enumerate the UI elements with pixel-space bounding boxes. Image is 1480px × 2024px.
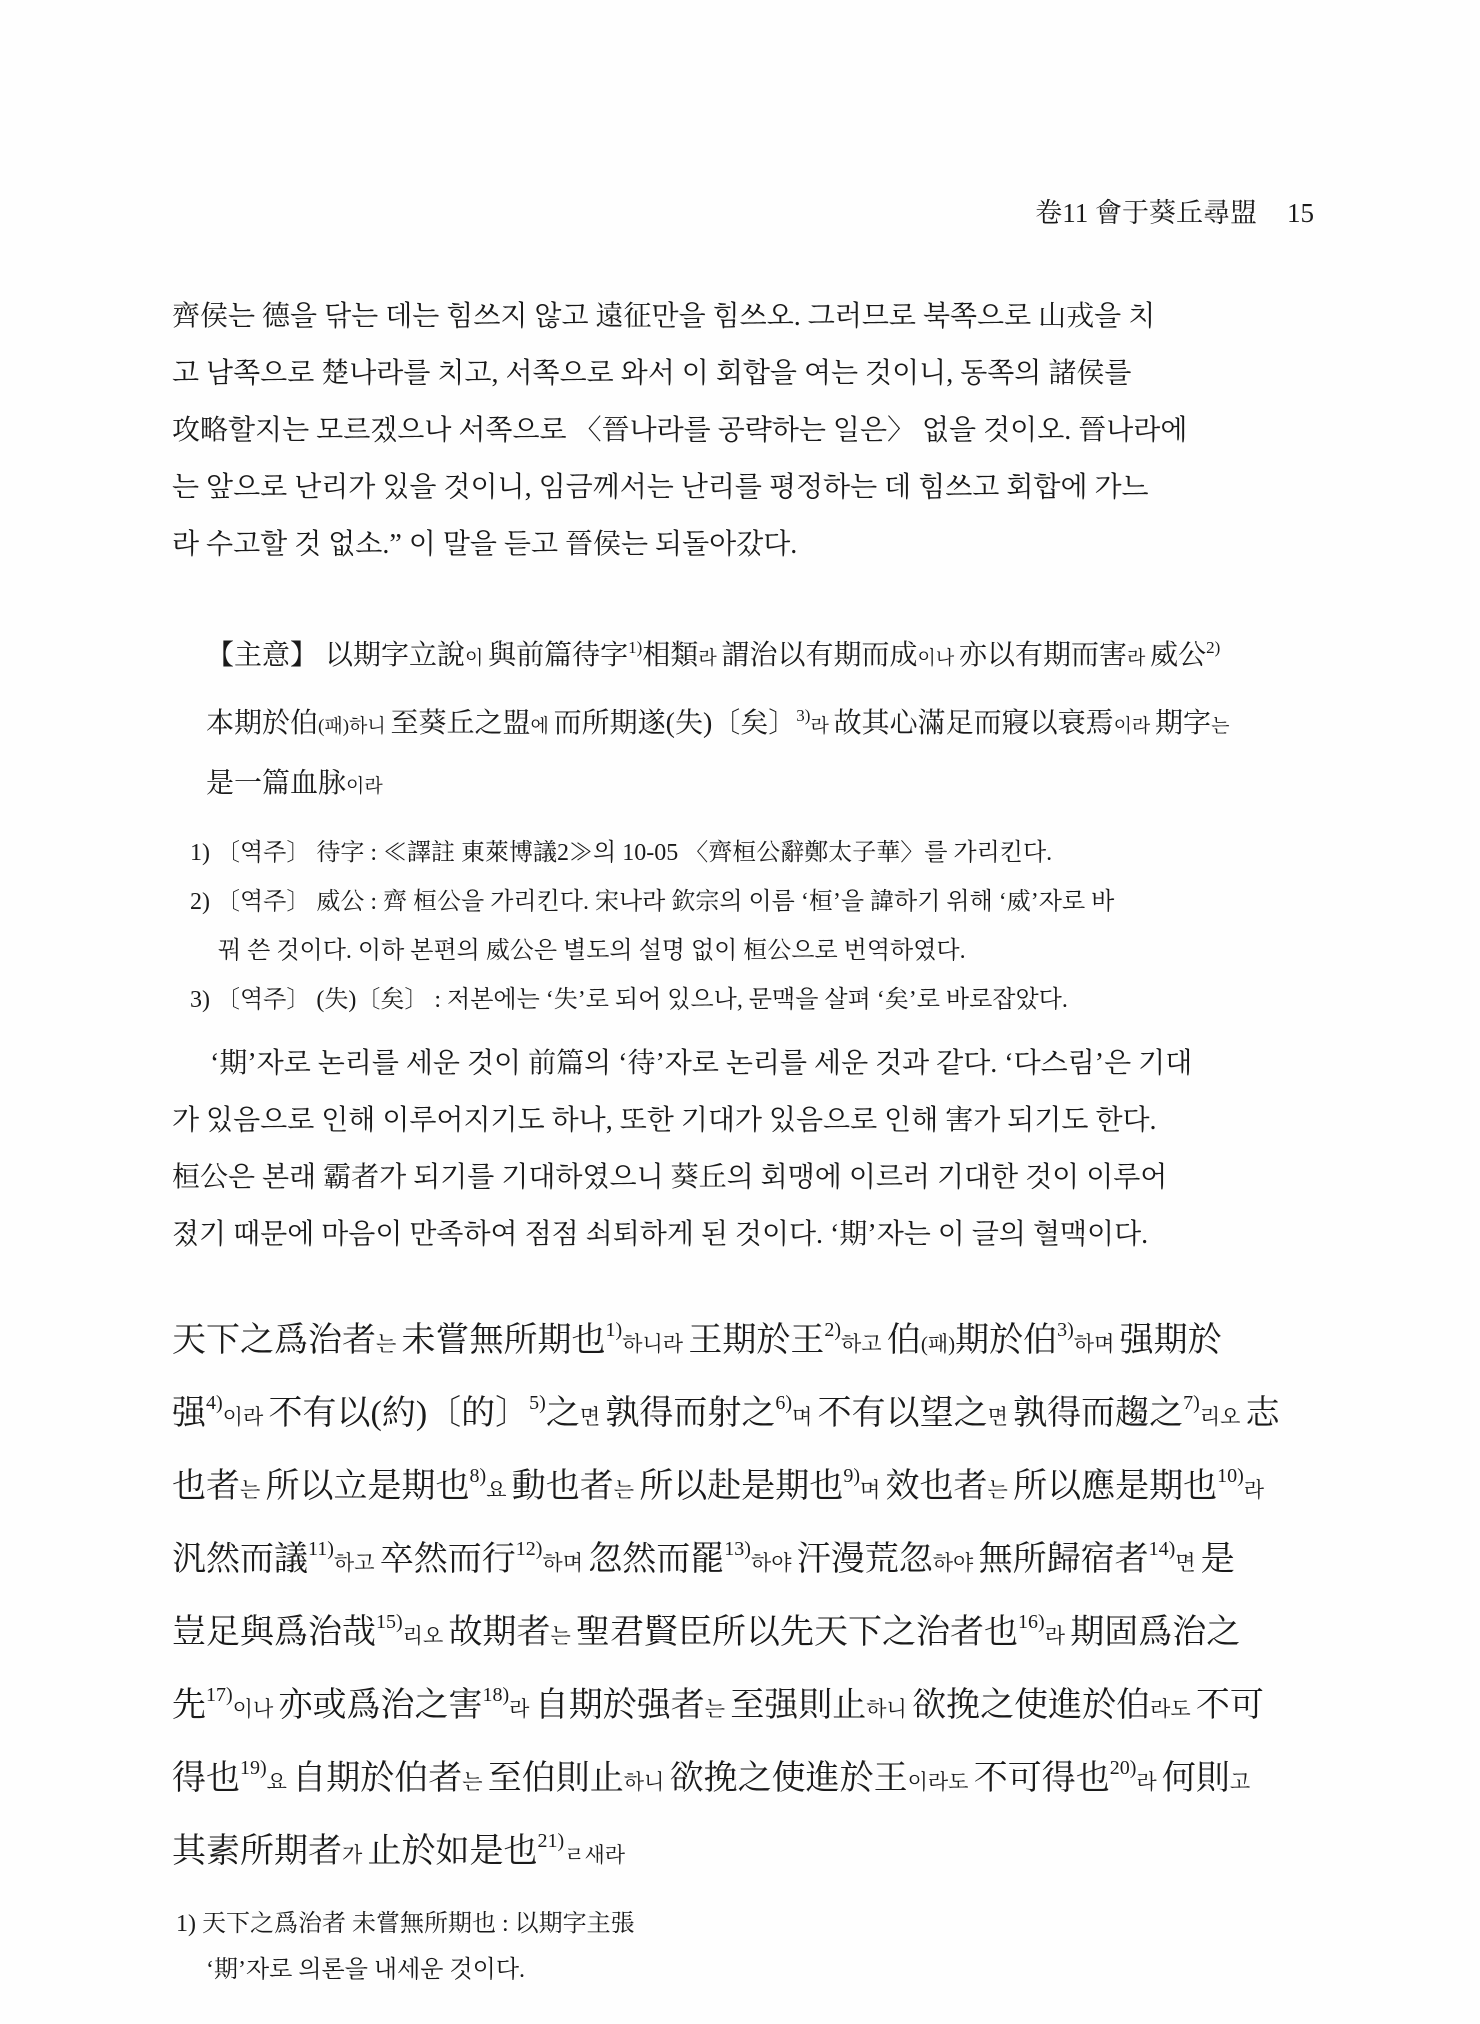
translation-line: 가 있음으로 인해 이루어지기도 하나, 또한 기대가 있음으로 인해 害가 되기도 한다. [172,1105,1157,1136]
hanja-text: 自期於强者 [534,1687,705,1724]
juui-summary-block [172,619,1314,815]
translator-note-line: 꿔 쓴 것이다. 이하 본편의 威公은 별도의 설명 없이 桓公으로 번역하였다. [218,938,966,964]
footnote-marker: 11) [308,1538,334,1560]
hangul-gugyeol: 이라 [222,1405,269,1429]
hanmun-line [172,1301,1314,1374]
hanja-text: 未嘗無所期也 [401,1322,606,1359]
footnote-marker: 15) [376,1611,403,1633]
hangul-gugyeol: 이라도 [907,1770,974,1794]
hangul-gugyeol: 리오 [1199,1405,1246,1429]
hanja-text: 是 [1200,1541,1235,1578]
hanja-text: 不有以望之 [817,1395,988,1432]
hangul-gugyeol: 는 [987,1478,1014,1502]
translator-note-line: 2) 〔역주〕 威公 : 齊 桓公을 가리킨다. 宋나라 欽宗의 이름 ‘桓’을 諱하기 위해 ‘威’자로 바 [190,889,1115,915]
hanja-text: 汗漫荒忽 [796,1541,933,1578]
hanja-text: 至伯則止 [487,1760,624,1797]
hangul-gugyeol: 라 [1243,1478,1265,1502]
hangul-gugyeol: 는 [704,1697,731,1721]
hanja-text: 亦或爲治之害 [278,1687,483,1724]
translation-line: 졌기 때문에 마음이 만족하여 점점 쇠퇴하게 된 것이다. ‘期’자는 이 글의 혈맥이다. [172,1219,1149,1250]
translation-line: 桓公은 본래 霸者가 되기를 기대하였으니 葵丘의 회맹에 이르러 기대한 것이 이루어 [172,1162,1168,1193]
hanja-text: 卒然而行 [379,1541,516,1578]
footnote-marker: 12) [515,1538,543,1560]
hanja-text: 所以赴是期也 [639,1468,844,1505]
hanja-text: 欲挽之使進於王 [669,1760,908,1797]
footnote-marker: 21) [537,1830,565,1852]
page-number: 15 [1287,198,1314,228]
hangul-gugyeol: 에 [530,716,554,737]
hanja-text: 亦以有期而害 [958,640,1127,671]
hangul-gugyeol: 하야 [750,1551,797,1575]
footnote-marker: 16) [1018,1611,1045,1633]
hangul-gugyeol: 는 [550,1624,577,1648]
hanja-text: 期固爲治之 [1070,1614,1241,1651]
footnote-marker: 2) [1206,638,1221,657]
hangul-gugyeol: 면 [579,1405,606,1429]
hanja-text: 不有以(約)〔的〕 [268,1395,530,1432]
section-label: 【主意】 [206,640,326,671]
hangul-gugyeol: 라 [810,716,834,737]
hangul-gugyeol: 리오 [402,1624,449,1648]
hangul-gugyeol: 라도 [1150,1697,1196,1721]
hangul-gugyeol: 는 [613,1478,640,1502]
footnote-block [172,1901,1314,1993]
hangul-gugyeol: 는 [240,1478,266,1502]
footnote-line: ‘期’자로 의론을 내세운 것이다. [206,1957,526,1983]
juui-line [206,755,1314,815]
hanmun-line [172,1520,1314,1593]
footnote-marker: 18) [482,1684,510,1706]
hangul-gugyeol: 고 [1229,1770,1251,1794]
hanja-text: 孰得而趨之 [1013,1395,1184,1432]
juui-line [206,687,1314,755]
hanja-text: 無所歸宿者 [978,1541,1149,1578]
hangul-gugyeol: 면 [1175,1551,1201,1575]
hangul-gugyeol: 라 [1126,648,1151,669]
hanja-text: 所以立是期也 [265,1468,470,1505]
hanja-text: 相類 [642,640,699,671]
hanja-text: 不可得也 [973,1760,1110,1797]
footnote-marker: 19) [240,1757,267,1779]
hanmun-line [172,1666,1314,1739]
hangul-gugyeol: 하니 [349,716,391,737]
hanja-text: 忽然而罷 [588,1541,725,1578]
translator-notes [172,829,1314,1025]
hanja-text: 自期於伯者 [292,1760,463,1797]
translator-note-line: 3) 〔역주〕 (失)〔矣〕 : 저본에는 ‘失’로 되어 있으나, 문맥을 살펴 ‘矣’로 바로잡았다. [190,987,1068,1013]
hangul-gugyeol: 라 [698,648,722,669]
hanja-text: 聖君賢臣所以先天下之治者也 [576,1614,1019,1651]
footnote-line: 1) 天下之爲治者 未嘗無所期也 : 以期字主張 [176,1911,635,1937]
hangul-gugyeol: 하니라 [622,1332,689,1356]
hanja-text: 之 [545,1395,580,1432]
hanja-text: 謂治以有期而成 [721,640,918,671]
hangul-gugyeol: 하고 [333,1551,380,1575]
hanja-text: 孰得而射之 [605,1395,776,1432]
running-title: 卷11 會于葵丘尋盟 [1035,198,1257,228]
hangul-gugyeol: 하야 [932,1551,979,1575]
hangul-gugyeol: 이나 [232,1697,279,1721]
footnote-marker: 2) [824,1319,841,1341]
hanja-text: 其素所期者 [172,1833,342,1870]
hangul-gugyeol: 이라 [346,776,383,797]
footnote-marker: 4) [206,1392,223,1414]
hanmun-line [172,1593,1314,1666]
hangul-gugyeol: 이 [465,648,489,669]
footnote-marker: 1) [628,638,643,657]
footnote-marker: 1) [605,1319,623,1341]
korean-translation-paragraph [172,1035,1314,1263]
hanmun-line [172,1447,1314,1520]
hanja-text: 故其心滿足而寢以衰焉 [833,708,1114,739]
hangul-gugyeol: 요 [266,1770,293,1794]
page-content [172,198,1314,1993]
footnote-marker: 5) [529,1392,546,1414]
translator-note-line: 1) 〔역주〕 待字 : ≪譯註 東萊博議2≫의 10-05 〈齊桓公辭鄭太子華〉를 가리킨다. [190,840,1053,866]
quote-line: 齊侯는 德을 닦는 데는 힘쓰지 않고 遠征만을 힘쓰오. 그러므로 북쪽으로 山戎을 치 [172,301,1156,332]
hanja-text: 汎然而議 [172,1541,308,1578]
hangul-gugyeol: 하며 [542,1551,589,1575]
hanja-text: 止於如是也 [367,1833,538,1870]
footnote-marker: 7) [1183,1392,1200,1414]
hangul-gugyeol: 라 [1136,1770,1162,1794]
hangul-gugyeol: 라 [509,1697,535,1721]
hanja-text: 威公 [1150,640,1207,671]
hanja-reading-gloss: (패) [318,716,350,737]
hangul-gugyeol: 며 [859,1478,886,1502]
hanja-text: 何則 [1161,1760,1230,1797]
hangul-gugyeol: ㄹ새라 [564,1843,626,1867]
footnote-marker: 14) [1148,1538,1176,1560]
hanja-text: 得也 [172,1760,240,1797]
footnote-marker: 3) [796,706,811,725]
hanmun-line [172,1812,1314,1885]
hanja-text: 先 [172,1687,206,1724]
hangul-gugyeol: 하니 [866,1697,913,1721]
hanja-reading-gloss: (패) [920,1332,956,1356]
hanja-text: 至葵丘之盟 [390,708,531,739]
quote-line: 는 앞으로 난리가 있을 것이니, 임금께서는 난리를 평정하는 데 힘쓰고 회합에 가느 [172,472,1149,503]
footnote-marker: 9) [843,1465,860,1487]
hanja-text: 所以應是期也 [1013,1468,1218,1505]
hangul-gugyeol: 하니 [623,1770,670,1794]
footnote-marker: 17) [206,1684,233,1706]
hanja-text: 天下之爲治者 [172,1322,376,1359]
hanja-text: 效也者 [885,1468,988,1505]
quoted-speech-paragraph [172,288,1314,573]
page-header [172,198,1314,228]
hangul-gugyeol: 가 [342,1843,368,1867]
hangul-gugyeol: 는 [376,1332,402,1356]
quote-line: 고 남쪽으로 楚나라를 치고, 서쪽으로 와서 이 회합을 여는 것이니, 동쪽의 諸侯를 [172,358,1132,389]
hangul-gugyeol: 요 [486,1478,512,1502]
hanja-text: 期於伯 [955,1322,1058,1359]
footnote-marker: 20) [1109,1757,1137,1779]
juui-line [206,619,1314,687]
hanja-text: 期字 [1155,708,1212,739]
hanmun-line [172,1374,1314,1447]
hangul-gugyeol: 며 [792,1405,818,1429]
hanja-text: 故期者 [448,1614,551,1651]
hanja-text: 至强則止 [730,1687,867,1724]
hangul-gugyeol: 이라 [1113,716,1156,737]
hangul-gugyeol: 면 [987,1405,1014,1429]
footnote-marker: 8) [469,1465,487,1487]
quote-line: 攻略할지는 모르겠으나 서쪽으로 〈晉나라를 공략하는 일은〉 없을 것이오. 晉나라에 [172,415,1188,446]
footnote-marker: 6) [775,1392,793,1414]
hanja-text: 動也者 [511,1468,614,1505]
hanja-text: 本期於伯 [206,708,319,739]
footnote-marker: 10) [1217,1465,1244,1487]
quote-line: 라 수고할 것 없소.” 이 말을 듣고 晉侯는 되돌아갔다. [172,529,798,560]
hanja-text: 以期字立說 [325,640,466,671]
hanja-text: 也者 [172,1468,240,1505]
hanmun-line [172,1739,1314,1812]
hangul-gugyeol: 는 [1211,716,1230,737]
hangul-gugyeol: 하며 [1073,1332,1120,1356]
hangul-gugyeol: 는 [462,1770,488,1794]
hanja-text: 强 [172,1395,206,1432]
footnote-marker: 13) [724,1538,751,1560]
hanja-text: 志 [1245,1395,1280,1432]
hanja-text: 與前篇待字 [488,640,629,671]
hanja-text: 豈足與爲治哉 [172,1614,376,1651]
translation-line: ‘期’자로 논리를 세운 것이 前篇의 ‘待’자로 논리를 세운 것과 같다. ‘다스림’은 기대 [210,1048,1193,1079]
hanja-text: 强期於 [1119,1322,1222,1359]
hangul-gugyeol: 라 [1044,1624,1071,1648]
hangul-gugyeol: 이나 [917,648,959,669]
hanja-text: 欲挽之使進於伯 [912,1687,1151,1724]
hanja-text: 伯 [886,1322,921,1359]
original-hanmun-text [172,1301,1314,1885]
footnote-marker: 3) [1057,1319,1074,1341]
hangul-gugyeol: 하고 [841,1332,887,1356]
hanja-text: 王期於王 [688,1322,825,1359]
hanja-text: 不可 [1195,1687,1264,1724]
hanja-text: 是一篇血脉 [206,768,347,799]
hanja-text: 而所期遂(失)〔矣〕 [553,708,797,739]
